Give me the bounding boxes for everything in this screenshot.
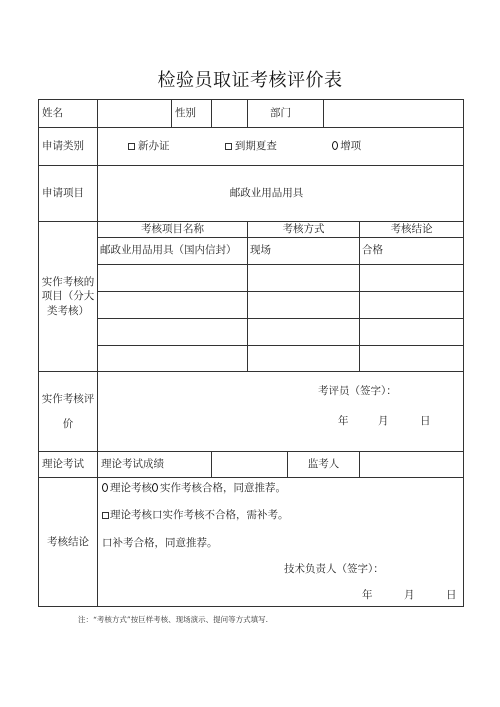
eval-day-label: 日 xyxy=(420,415,431,427)
gender-label: 性别 xyxy=(172,100,212,128)
option-renew[interactable]: 到期夏查 xyxy=(225,140,277,152)
evaluator-signature-label: 考评员（签字）： xyxy=(318,385,397,397)
evaluation-area[interactable] xyxy=(98,372,464,452)
theory-score-label: 理论考试成绩 xyxy=(98,452,212,478)
circle-icon xyxy=(102,483,108,492)
application-item-label: 申请项目 xyxy=(39,166,98,222)
theory-score-field[interactable] xyxy=(212,452,288,478)
conclusion-area xyxy=(98,478,464,607)
practical-method[interactable] xyxy=(248,265,360,292)
conclusion-year-label: 年 xyxy=(362,589,373,601)
practical-result[interactable] xyxy=(360,346,464,372)
circle-icon xyxy=(152,483,158,492)
practical-item-name[interactable]: 邮政业用品用具（国内信封） xyxy=(98,238,248,265)
header-result: 考核结论 xyxy=(360,222,464,238)
header-method: 考核方式 xyxy=(248,222,360,238)
header-item-name: 考核项目名称 xyxy=(98,222,248,238)
proctor-label: 监考人 xyxy=(288,452,360,478)
practical-method[interactable]: 现场 xyxy=(248,238,360,265)
proctor-field[interactable] xyxy=(360,452,464,478)
practical-header-row xyxy=(39,222,464,238)
department-field[interactable] xyxy=(324,100,464,128)
evaluation-label: 实作考核评 价 xyxy=(39,372,98,452)
conclusion-label: 考核结论 xyxy=(39,478,98,607)
department-label: 部门 xyxy=(248,100,324,128)
gender-field[interactable] xyxy=(212,100,248,128)
practical-result[interactable] xyxy=(360,265,464,292)
practical-method[interactable] xyxy=(248,292,360,319)
evaluation-form-table xyxy=(38,99,464,607)
practical-result[interactable]: 合格 xyxy=(360,238,464,265)
application-item-value: 邮政业用品用具 xyxy=(98,166,464,222)
option-new[interactable]: 新办证 xyxy=(128,140,170,152)
name-row xyxy=(39,100,464,128)
application-item-row xyxy=(39,166,464,222)
checkbox-icon xyxy=(225,143,232,150)
name-label: 姓名 xyxy=(39,100,98,128)
checkbox-icon xyxy=(128,143,135,150)
practical-row xyxy=(39,319,464,346)
application-type-row xyxy=(39,128,464,166)
form-title: 检验员取证考核评价表 xyxy=(157,70,343,91)
practical-item-name[interactable] xyxy=(98,319,248,346)
eval-year-label: 年 xyxy=(338,415,349,427)
theory-row xyxy=(39,452,464,478)
practical-item-name[interactable] xyxy=(98,265,248,292)
application-type-options xyxy=(98,128,464,166)
eval-month-label: 月 xyxy=(378,415,389,427)
practical-row xyxy=(39,238,464,265)
conclusion-option-pass[interactable]: 理论考核 实作考核合格，同意推荐。 xyxy=(102,481,286,495)
conclusion-option-retake[interactable]: 口补考合格，同意推荐。 xyxy=(102,537,218,549)
practical-method[interactable] xyxy=(248,319,360,346)
application-type-label: 申请类别 xyxy=(39,128,98,166)
evaluation-row xyxy=(39,372,464,452)
practical-result[interactable] xyxy=(360,319,464,346)
circle-icon xyxy=(332,141,338,150)
footnote: 注：“考核方式”按巨样考核、现场演示、提问等方式填写. xyxy=(78,615,269,624)
tech-lead-signature-label: 技术负责人（签字）： xyxy=(284,563,384,575)
practical-row xyxy=(39,292,464,319)
checkbox-icon xyxy=(102,512,109,519)
option-add[interactable]: 增项 xyxy=(332,140,361,152)
practical-method[interactable] xyxy=(248,346,360,372)
conclusion-month-label: 月 xyxy=(404,589,415,601)
practical-result[interactable] xyxy=(360,292,464,319)
conclusion-option-fail[interactable]: 理论考核口实作考核不合格，需补考。 xyxy=(102,508,289,522)
practical-row xyxy=(39,346,464,372)
practical-item-name[interactable] xyxy=(98,292,248,319)
name-field[interactable] xyxy=(98,100,172,128)
theory-label: 理论考试 xyxy=(39,452,98,478)
conclusion-day-label: 日 xyxy=(446,589,457,601)
conclusion-row xyxy=(39,478,464,607)
practical-row xyxy=(39,265,464,292)
practical-label: 实作考核的 项目（分大 类考核） xyxy=(39,222,98,372)
practical-item-name[interactable] xyxy=(98,346,248,372)
